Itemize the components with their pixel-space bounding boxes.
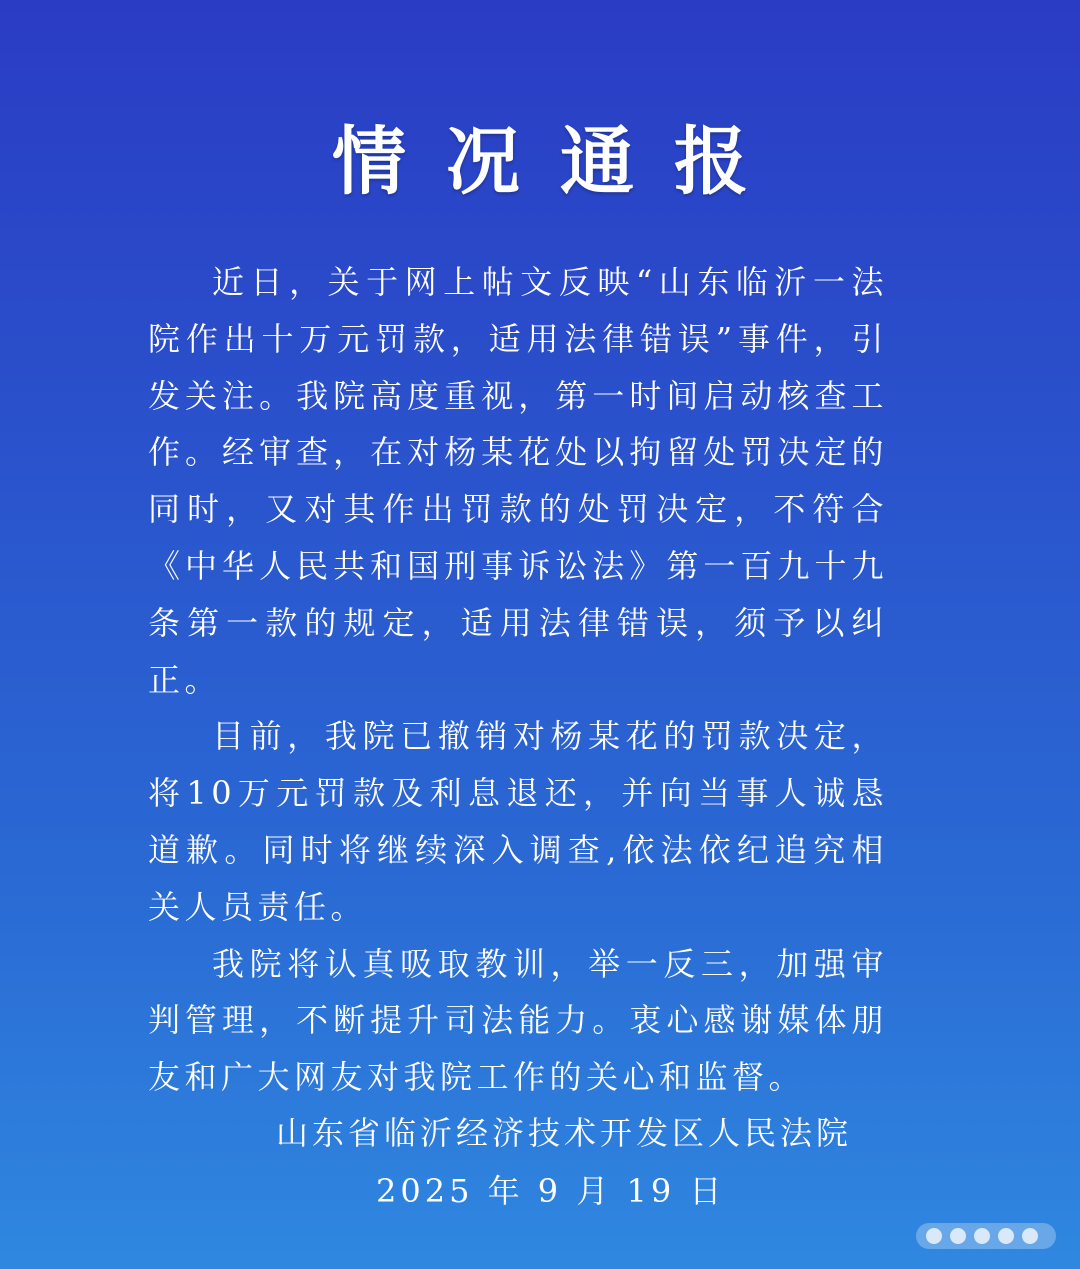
paragraph-3: 我院将认真吸取教训，举一反三，加强审判管理，不断提升司法能力。衷心感谢媒体朋友和广大网友对我院工作的关心和监督。 [148,944,888,1097]
watermark-logo [916,1223,1056,1249]
signature-date: 2025 年 9 月 19 日 [376,1172,726,1210]
notice-body [148,254,888,1106]
notice-title: 情况通报 [332,119,788,205]
paragraph-2: 目前，我院已撤销对杨某花的罚款决定，将10万元罚款及利息退还，并向当事人诚恳道歉。同时将继续深入调查,依法依纪追究相关人员责任。 [148,717,888,926]
signature-organization: 山东省临沂经济技术开发区人民法院 [276,1114,853,1152]
paragraph-1: 近日，关于网上帖文反映“山东临沂一法院作出十万元罚款，适用法律错误”事件，引发关注。我院高度重视，第一时间启动核查工作。经审查，在对杨某花处以拘留处罚决定的同时，又对其作出罚款的处罚决定，不符合《中华人民共和国刑事诉讼法》第一百九十九条第一款的规定，适用法律错误，须予以纠正。 [148,263,888,699]
